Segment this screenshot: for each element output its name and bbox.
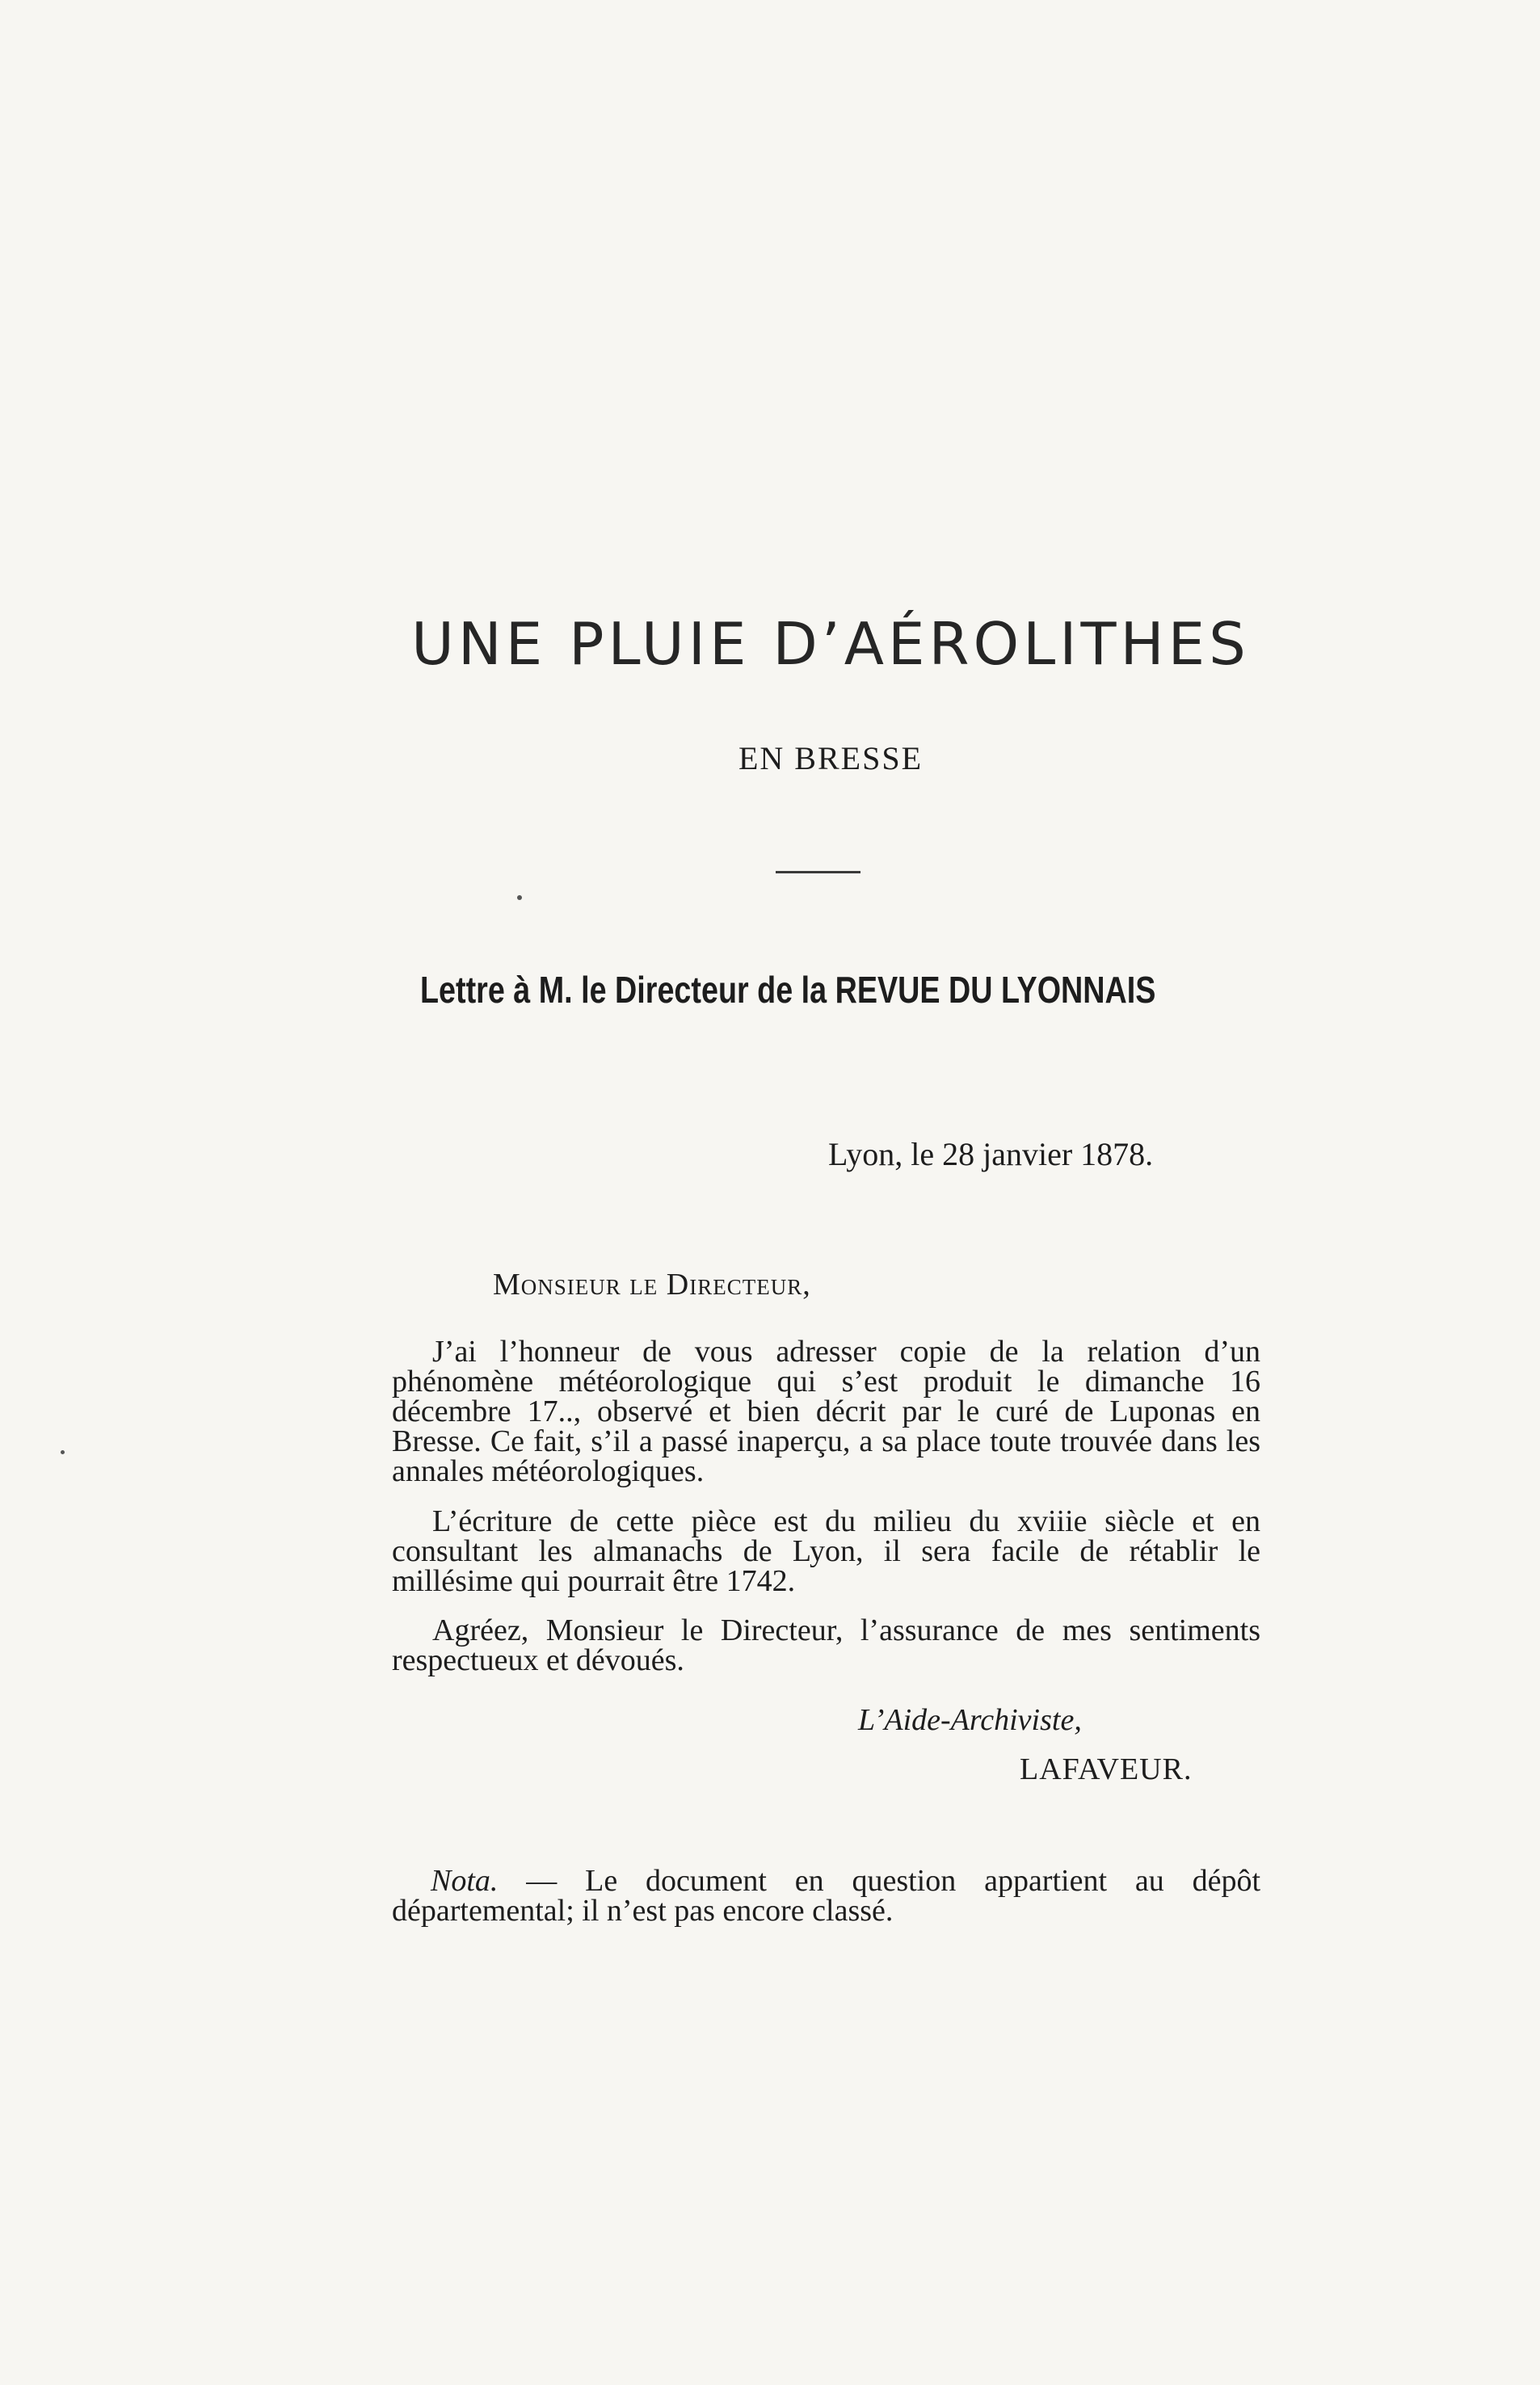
letter-paragraph-1: J’ai l’honneur de vous adresser copie de la relation d’un phénomène météorologique qui s’est produit le dimanche 16 décembre 17.., observé et bien décrit par le curé de Luponas en Bresse. Ce fait, s’il a passé inaperçu, a sa place toute trouvée dans les annales météorologiques. bbox=[392, 1335, 1260, 1488]
page-subtitle: EN BRESSE bbox=[738, 740, 924, 776]
letter-paragraph-2: L’écriture de cette pièce est du milieu du xviiie siècle et en consultant les almanachs de Lyon, il sera facile de rétablir le millésime qui pourrait être 1742. bbox=[392, 1504, 1260, 1598]
divider-rule bbox=[776, 871, 860, 873]
signature-role: L’Aide-Archiviste, bbox=[858, 1703, 1082, 1737]
print-speck bbox=[61, 1450, 65, 1454]
nota-label: Nota. bbox=[431, 1864, 499, 1898]
letter-paragraph-3: Agréez, Monsieur le Directeur, l’assurance de mes sentiments respectueux et dévoués. bbox=[392, 1613, 1260, 1677]
page-title: UNE PLUIE D’AÉROLITHES bbox=[411, 610, 1250, 678]
letter-dateline: Lyon, le 28 janvier 1878. bbox=[828, 1136, 1154, 1172]
print-speck bbox=[517, 895, 522, 900]
nota-note bbox=[392, 1866, 1260, 1926]
nota-text: — Le document en question appartient au dépôt départemental; il n’est pas encore classé. bbox=[392, 1864, 1260, 1928]
letter-salutation: Monsieur le Directeur, bbox=[493, 1268, 811, 1302]
letter-address-heading: Lettre à M. le Directeur de la REVUE DU LYONNAIS bbox=[420, 969, 1156, 1011]
signature-name: LAFAVEUR. bbox=[1020, 1752, 1193, 1786]
